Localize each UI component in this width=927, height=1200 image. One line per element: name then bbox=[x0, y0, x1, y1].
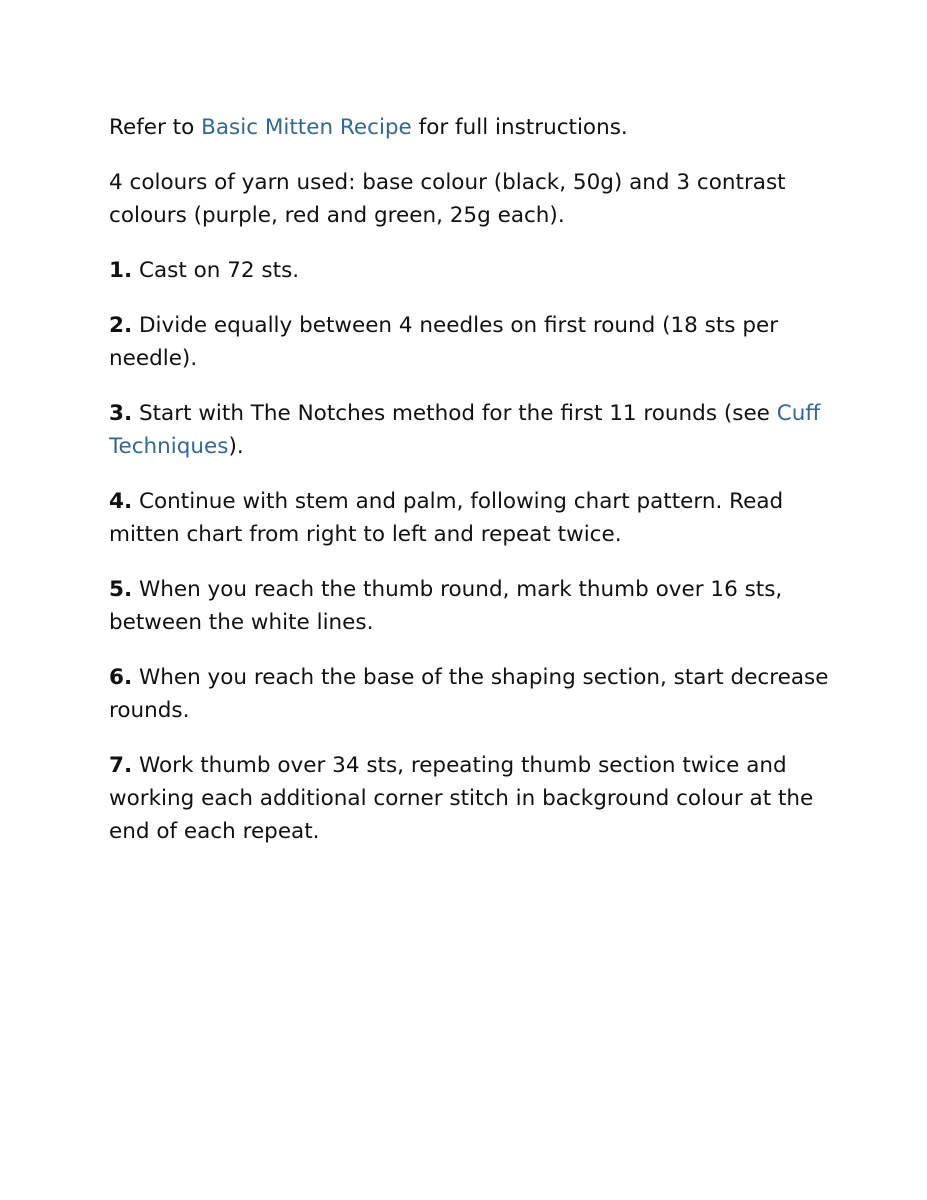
step-text-after: ). bbox=[228, 434, 244, 459]
step-text: Cast on 72 sts. bbox=[132, 258, 300, 283]
basic-mitten-recipe-link[interactable]: Basic Mitten Recipe bbox=[201, 115, 412, 140]
step-4 bbox=[109, 485, 829, 551]
step-number: 7. bbox=[109, 753, 133, 778]
yarn-paragraph: 4 colours of yarn used: base colour (black, 50g) and 3 contrast colours (purple, red and green, 25g each). bbox=[109, 170, 786, 228]
step-number: 4. bbox=[109, 489, 133, 514]
cuff-techniques-link[interactable]: Cuff Techniques bbox=[109, 401, 821, 459]
step-number: 6. bbox=[109, 665, 133, 690]
step-2 bbox=[109, 309, 829, 375]
intro-prefix: Refer to bbox=[109, 115, 202, 140]
step-number: 1. bbox=[109, 258, 133, 283]
step-text: When you reach the thumb round, mark thumb over 16 sts, between the white lines. bbox=[109, 577, 783, 635]
intro-suffix: for full instructions. bbox=[411, 115, 628, 140]
step-7 bbox=[109, 749, 829, 848]
step-number: 2. bbox=[109, 313, 133, 338]
step-text: Work thumb over 34 sts, repeating thumb section twice and working each additional corner stitch in background colour at the end of each repeat. bbox=[109, 753, 814, 844]
step-6 bbox=[109, 661, 829, 727]
step-3 bbox=[109, 397, 829, 463]
step-5 bbox=[109, 573, 829, 639]
step-number: 5. bbox=[109, 577, 133, 602]
intro-paragraph bbox=[109, 111, 829, 144]
page-content bbox=[109, 111, 829, 870]
step-text: When you reach the base of the shaping section, start decrease rounds. bbox=[109, 665, 829, 723]
step-text: Continue with stem and palm, following chart pattern. Read mitten chart from right to left and repeat twice. bbox=[109, 489, 784, 547]
step-text: Start with The Notches method for the first 11 rounds (see bbox=[132, 401, 777, 426]
step-number: 3. bbox=[109, 401, 133, 426]
step-text: Divide equally between 4 needles on first round (18 sts per needle). bbox=[109, 313, 779, 371]
step-1 bbox=[109, 254, 829, 287]
